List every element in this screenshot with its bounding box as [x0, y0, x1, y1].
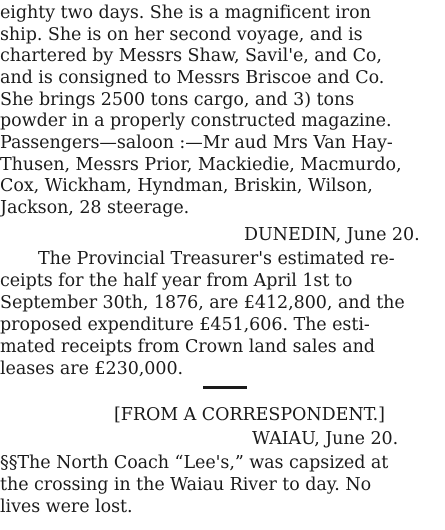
text-line: lives were lost.	[0, 497, 133, 517]
section-divider	[203, 386, 247, 389]
text-line: the crossing in the Waiau River to day. No	[0, 475, 372, 495]
text-line: Jackson, 28 steerage.	[0, 198, 190, 218]
text-line-with-mark	[0, 452, 445, 474]
dateline-waiau: WAIAU, June 20.	[252, 429, 399, 449]
paragraph-mark: §§	[0, 453, 18, 473]
text-line: chartered by Messrs Shaw, Savil'e, and Co,	[0, 46, 382, 66]
text-line: powder in a properly constructed magazine.	[0, 111, 392, 131]
text-line: September 30th, 1876, are £412,800, and the	[0, 293, 405, 313]
text-line: proposed expenditure £451,606. The esti-	[0, 315, 370, 335]
text-line: and is consigned to Messrs Briscoe and Co.	[0, 68, 385, 88]
text-line: She brings 2500 tons cargo, and 3) tons	[0, 90, 355, 110]
text-line: ship. She is on her second voyage, and is	[0, 25, 363, 45]
text-line: eighty two days. She is a magnificent iron	[0, 3, 371, 23]
text-line: leases are £230,000.	[0, 359, 184, 379]
text-line: Thusen, Messrs Prior, Mackiedie, Macmurdo,	[0, 155, 402, 175]
dateline-dunedin: DUNEDIN, June 20.	[244, 225, 420, 245]
correspondent-heading: [FROM A CORRESPONDENT.]	[114, 405, 385, 425]
text-line: The Provincial Treasurer's estimated re-	[38, 249, 395, 269]
text-line: Cox, Wickham, Hyndman, Briskin, Wilson,	[0, 176, 373, 196]
text-line: ceipts for the half year from April 1st to	[0, 271, 353, 291]
text-line: mated receipts from Crown land sales and	[0, 337, 375, 357]
text-line: The North Coach “Lee's,” was capsized at	[17, 453, 389, 473]
text-line: Passengers—saloon :—Mr aud Mrs Van Hay-	[0, 133, 393, 153]
